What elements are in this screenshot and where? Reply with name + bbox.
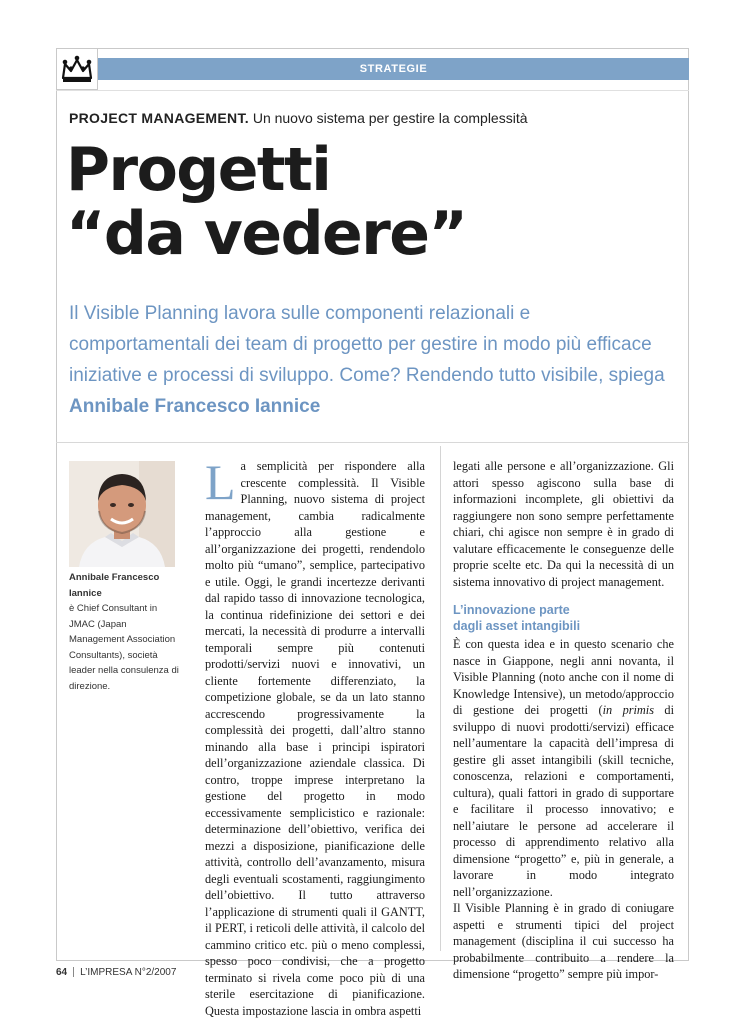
paragraph-text: È con questa idea e in questo scenario che nasce in Giappone, negli anni novanta, il Visible Planning (noto anche con il nome di Knowledge Intensive), un metodo/approccio di gestione dei progetti (	[453, 637, 674, 717]
standfirst-author: Annibale Francesco Iannice	[69, 396, 321, 417]
paragraph	[453, 636, 674, 900]
column-divider	[440, 446, 441, 951]
headline-line2: “da vedere”	[66, 199, 467, 269]
content-divider	[56, 442, 689, 443]
footer-separator	[73, 967, 74, 977]
paragraph: Il Visible Planning è in grado di coniugare aspetti e strumenti tipici del project management (disciplina il cui successo ha probabilmente contribuito a rendere la dimensione “progetto” sempre più impor-	[453, 901, 674, 981]
body-column-2	[453, 458, 674, 983]
subheading	[453, 603, 674, 634]
subheading-line2: dagli asset intangibili	[453, 618, 581, 633]
author-photo	[69, 461, 175, 567]
headline	[66, 135, 467, 269]
kicker-bold: PROJECT MANAGEMENT.	[69, 110, 249, 126]
author-bio: è Chief Consultant in JMAC (Japan Management Association Consultants), società leader nella consulenza di direzione.	[69, 603, 179, 692]
drop-cap: L	[205, 454, 236, 510]
paragraph	[205, 454, 425, 1019]
paragraph-emphasis: in primis	[602, 703, 655, 717]
crown-icon	[60, 54, 94, 84]
headline-line1: Progetti	[66, 135, 331, 205]
author-caption	[69, 570, 181, 694]
subheading-line1: L’innovazione parte	[453, 603, 570, 617]
publication-name: L’IMPRESA N°2/2007	[80, 967, 177, 978]
kicker-rest: Un nuovo sistema per gestire la complessità	[248, 110, 528, 126]
standfirst	[69, 298, 669, 422]
header-divider	[56, 90, 689, 91]
section-bar: STRATEGIE	[98, 58, 689, 80]
page-footer	[56, 967, 176, 978]
body-column-1	[205, 454, 425, 1019]
paragraph-text: di sviluppo di nuovi prodotti/servizi) efficace nell’aumentare la capacità dell’impresa di gestire gli asset intangibili (skill tecniche, conoscenza, relazioni e comportamenti, cultura), quali fattori in grado di supportare e facilitare il processo innovativo; e nell’aiutare le persone ad accelerare il processo di apprendimento relativo alla dimensione “progetto” e, più in generale, a lavorare in modo integrato nell’organizzazione.	[453, 703, 674, 899]
paragraph-text: a semplicità per rispondere alla crescente complessità. Il Visible Planning, nuovo sistema di project management, cambia radicalmente l’approccio alla gestione e all’organizzazione dei progetti, rendendolo molto più “umano”, semplice, partecipativo e utile. Oggi, le grandi incertezze derivanti dal rapido tasso di innovazione tecnologica, la continua ridefinizione dei settori e dei mercati, la necessità di produrre a intervalli temporali sempre più contenuti prodotti/servizi nuovi e innovativi, un cliente fortemente differenziato, la competizione globale, se da un lato stanno accrescendo progressivamente la complessità dei progetti, dall’altro stanno minando alla base i principi ispiratori dell’organizzazione aziendale classica. Di contro, troppe imprese interpretano la gestione del progetto in modo eccessivamente semplicistico e razionale: determinazione dell’obiettivo, verifica dei mezzi a disposizione, pianificazione delle attività, controllo dell’avanzamento, misura degli eventuali scostamenti, raggiungimento dell’obiettivo. Il tutto attraverso l’applicazione di strumenti quali il GANTT, il PERT, i reticoli delle attività, il calcolo del cammino critico etc. più o meno complessi, spesso poco condivisi, che a progetto terminato si rivela come poco più di una sterile esercitazione di pianificazione. Questa impostazione lascia in ombra aspetti	[205, 459, 425, 1018]
page-number: 64	[56, 967, 68, 978]
paragraph: legati alle persone e all’organizzazione. Gli attori spesso agiscono sulla base di informazioni incomplete, gli obiettivi da raggiungere non sono sempre perfettamente chiari, chi agisce non sempre è in grado di valutare efficacemente le conseguenze delle proprie scelte etc. Da qui la necessità di un sistema innovativo di project management.	[453, 459, 674, 589]
standfirst-text: Il Visible Planning lavora sulle componenti relazionali e comportamentali dei team di progetto per gestire in modo più efficace iniziative e processi di sviluppo. Come? Rendendo tutto visibile, spiega	[69, 303, 665, 386]
kicker	[69, 110, 528, 126]
author-name: Annibale Francesco Iannice	[69, 572, 160, 599]
section-logo	[56, 48, 98, 90]
